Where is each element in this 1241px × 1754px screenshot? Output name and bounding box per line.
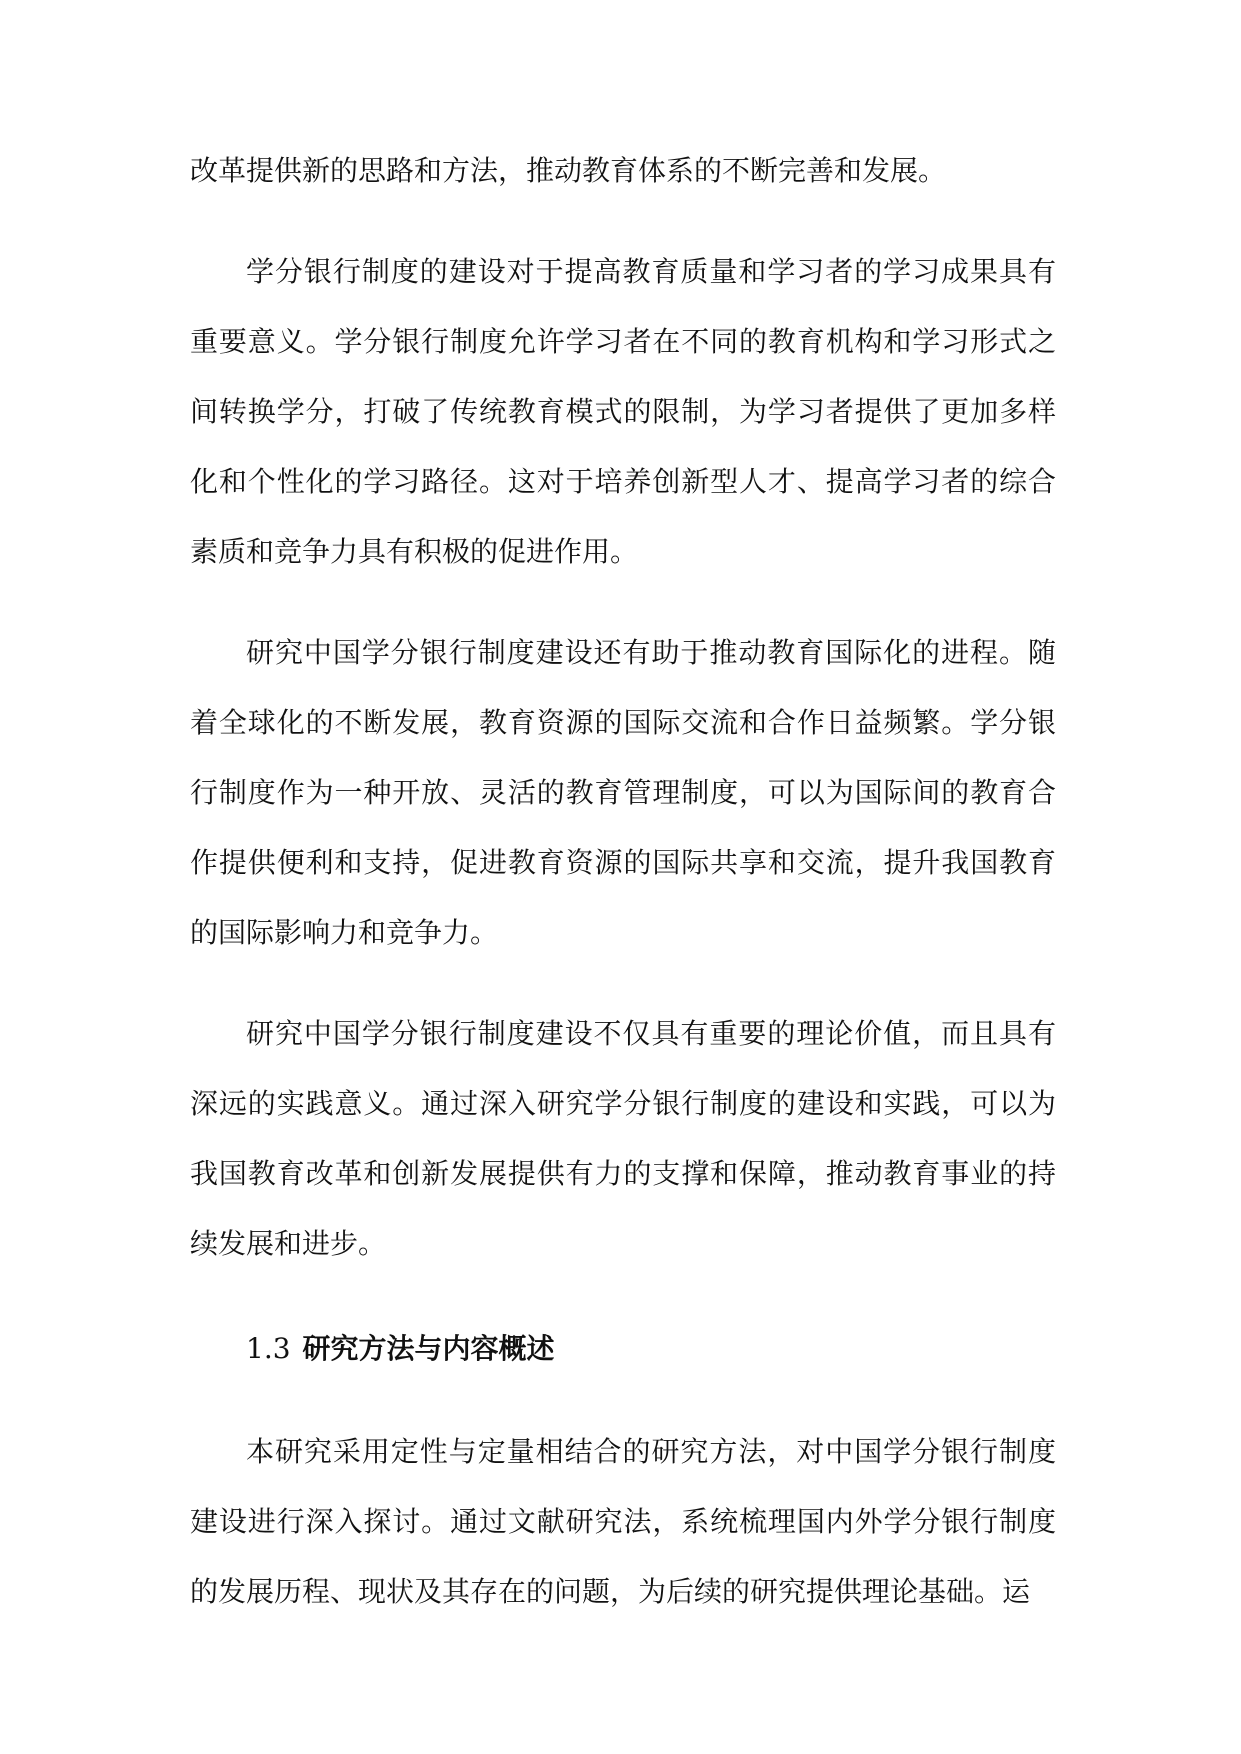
- paragraph-significance-quality: 学分银行制度的建设对于提高教育质量和学习者的学习成果具有重要意义。学分银行制度允许学习者在不同的教育机构和学习形式之间转换学分，打破了传统教育模式的限制，为学习者提供了更加多样化和个性化的学习路径。这对于培养创新型人才、提高学习者的综合素质和竞争力具有积极的促进作用。: [190, 255, 1056, 568]
- paragraph-methods: 本研究采用定性与定量相结合的研究方法，对中国学分银行制度建设进行深入探讨。通过文献研究法，系统梳理国内外学分银行制度的发展历程、现状及其存在的问题，为后续的研究提供理论基础。运: [190, 1435, 1056, 1608]
- document-body: [190, 136, 1056, 1658]
- paragraph-continued: 改革提供新的思路和方法，推动教育体系的不断完善和发展。: [190, 154, 947, 187]
- section-title: 研究方法与内容概述: [302, 1332, 555, 1365]
- paragraph-theory-practice: 研究中国学分银行制度建设不仅具有重要的理论价值，而且具有深远的实践意义。通过深入研究学分银行制度的建设和实践，可以为我国教育改革和创新发展提供有力的支撑和保障，推动教育事业的持续发展和进步。: [190, 1017, 1056, 1260]
- paragraph-internationalization: 研究中国学分银行制度建设还有助于推动教育国际化的进程。随着全球化的不断发展，教育资源的国际交流和合作日益频繁。学分银行制度作为一种开放、灵活的教育管理制度，可以为国际间的教育合作提供便利和支持，促进教育资源的国际共享和交流，提升我国教育的国际影响力和竞争力。: [190, 636, 1056, 949]
- section-number: 1.3: [246, 1332, 291, 1365]
- section-heading: [190, 1314, 1056, 1384]
